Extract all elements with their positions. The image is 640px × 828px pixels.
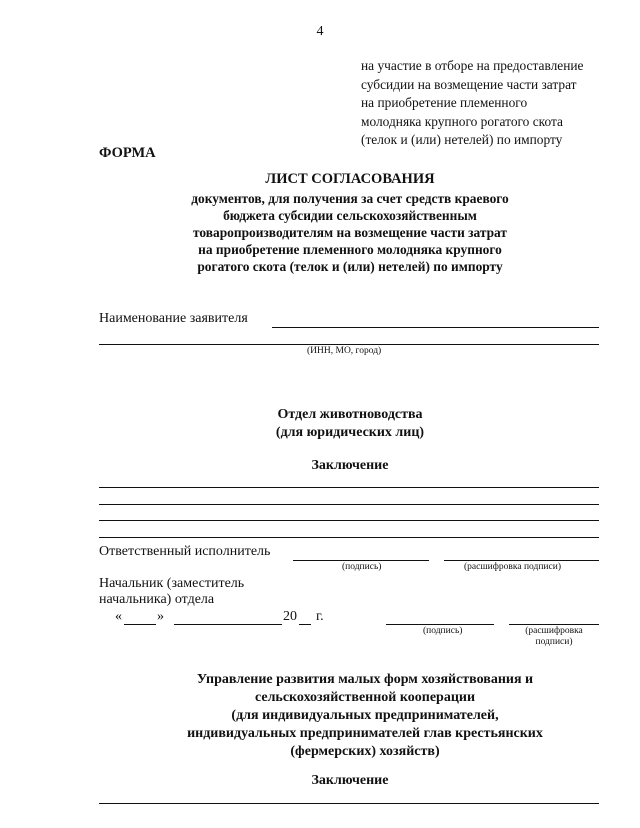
applicant-name-field[interactable]: [272, 327, 599, 328]
head-label-line: начальника) отдела: [99, 592, 215, 607]
header-note-line: (телок и (или) нетелей) по импорту: [361, 132, 563, 147]
section2-conclusion-field[interactable]: [99, 803, 599, 804]
subtitle-line: товаропроизводителям на возмещение части затрат: [193, 225, 507, 240]
head-signature-field[interactable]: [386, 624, 494, 625]
applicant-details-field[interactable]: [99, 344, 599, 345]
page-number: 4: [316, 24, 324, 39]
section2-heading: [100, 671, 630, 761]
document-title: ЛИСТ СОГЛАСОВАНИЯ: [265, 171, 435, 187]
responsible-signature-field[interactable]: [293, 560, 429, 561]
section1-conclusion-field[interactable]: [99, 520, 599, 521]
head-label: [99, 576, 244, 608]
date-year-field[interactable]: [299, 624, 311, 625]
section1-heading-line: (для юридических лиц): [275, 425, 425, 440]
section1-conclusion-field[interactable]: [99, 504, 599, 505]
applicant-caption: (ИНН, МО, город): [307, 346, 382, 356]
date-day-field[interactable]: [124, 624, 156, 625]
section1-heading: [100, 406, 600, 442]
section1-conclusion-label: Заключение: [311, 458, 389, 473]
section2-heading-line: сельскохозяйственной кооперации: [254, 690, 476, 705]
responsible-decoding-field[interactable]: [444, 560, 599, 561]
date-year-suffix: г.: [316, 609, 324, 624]
header-note-line: на приобретение племенного: [361, 95, 528, 110]
subtitle-line: документов, для получения за счет средств краевого: [191, 191, 509, 206]
head-decoding-caption-line: подписи): [535, 637, 573, 647]
head-decoding-caption-line: (расшифровка: [525, 626, 583, 636]
date-month-field[interactable]: [174, 624, 282, 625]
section2-heading-line: (фермерских) хозяйств): [290, 744, 440, 759]
header-note-line: на участие в отборе на предоставление: [361, 58, 584, 73]
section2-heading-line: (для индивидуальных предпринимателей,: [231, 708, 499, 723]
section2-conclusion-label: Заключение: [311, 773, 389, 788]
date-year-prefix: 20: [283, 609, 297, 624]
subtitle-line: рогатого скота (телок и (или) нетелей) по импорту: [197, 259, 503, 274]
header-note-line: субсидии на возмещение части затрат: [361, 76, 577, 92]
header-note-line: молодняка крупного рогатого скота: [361, 113, 563, 129]
head-decoding-field[interactable]: [509, 624, 599, 625]
section2-heading-line: Управление развития малых форм хозяйствования и: [196, 672, 534, 687]
document-subtitle: [120, 190, 580, 275]
date-open-quote: «: [115, 609, 122, 624]
applicant-label: Наименование заявителя: [99, 311, 248, 326]
responsible-signature-caption: (подпись): [342, 562, 382, 572]
responsible-label: Ответственный исполнитель: [99, 544, 271, 559]
section1-conclusion-field[interactable]: [99, 537, 599, 538]
responsible-decoding-caption: (расшифровка подписи): [464, 562, 561, 572]
subtitle-line: на приобретение племенного молодняка крупного: [198, 242, 502, 257]
form-label: ФОРМА: [99, 145, 156, 161]
section1-heading-line: Отдел животноводства: [277, 407, 423, 422]
section1-conclusion-field[interactable]: [99, 487, 599, 488]
head-decoding-caption: [509, 626, 599, 648]
section2-heading-line: индивидуальных предпринимателей глав крестьянских: [187, 726, 543, 741]
date-close-quote: »: [157, 609, 164, 624]
subtitle-line: бюджета субсидии сельскохозяйственным: [223, 208, 477, 223]
head-signature-caption: (подпись): [423, 626, 463, 636]
head-label-line: Начальник (заместитель: [99, 576, 245, 591]
header-note: [361, 57, 621, 150]
